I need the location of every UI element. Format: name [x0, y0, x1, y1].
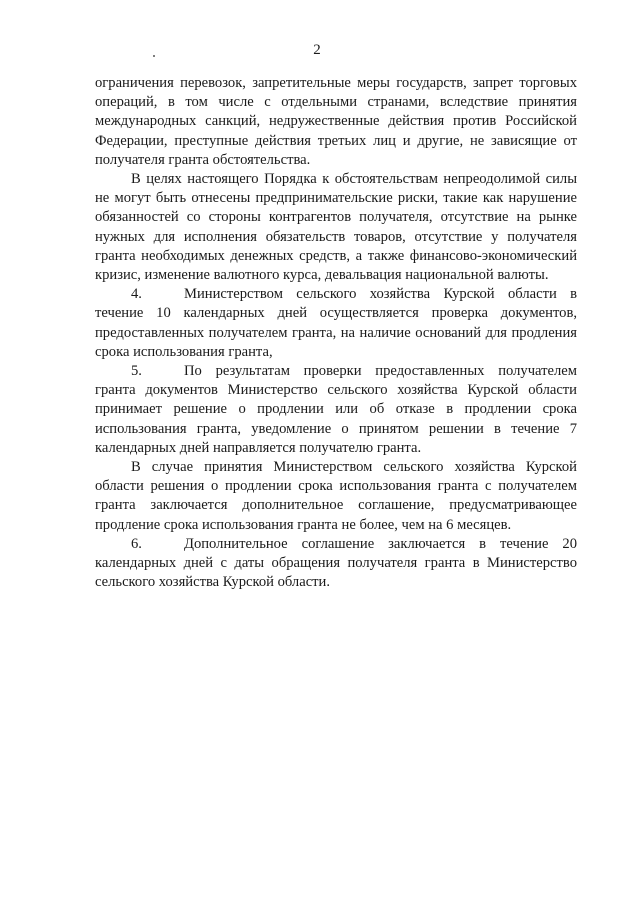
document-body: [95, 74, 577, 592]
item-number: 5.: [131, 363, 142, 380]
paragraph-text: По результатам проверки предоставленных получателем гранта документов Министерство сельского хозяйства Курской области принимает решение о продлении или об отказе в продлении срока использования гранта, уведомление о принятом решении в течение 7 календарных дней направляется получателю гранта.: [95, 363, 577, 456]
paragraph-text: ограничения перевозок, запретительные меры государств, запрет торговых операций, в том числе с отдельными странами, вследствие принятия международных санкций, недружественные действия против Российской Федерации, преступные действия третьих лиц и другие, не зависящие от получателя гранта обстоятельства.: [95, 75, 577, 168]
paragraph-item-6: [95, 535, 577, 593]
paragraph-continuation: [95, 74, 577, 170]
paragraph-force-majeure: [95, 170, 577, 285]
paragraph-text: Дополнительное соглашение заключается в течение 20 календарных дней с даты обращения получателя гранта в Министерство сельского хозяйства Курской области.: [95, 535, 577, 591]
paragraph-extension-agreement: [95, 458, 577, 535]
item-number: 6.: [131, 535, 142, 552]
paragraph-text: Министерством сельского хозяйства Курской области в течение 10 календарных дней осуществляется проверка документов, предоставленных получателем гранта, на наличие оснований для продления срока использования гранта,: [95, 286, 577, 360]
paragraph-text: В целях настоящего Порядка к обстоятельствам непреодолимой силы не могут быть отнесены предпринимательские риски, такие как нарушение обязанностей со стороны контрагентов получателя, отсутствие на рынке нужных для исполнения обязательств товаров, отсутствие у получателя гранта необходимых денежных средств, а также финансово-экономический кризис, изменение валютного курса, девальвация национальной валюты.: [95, 171, 577, 284]
page-number: 2: [313, 42, 321, 58]
paragraph-item-4: [95, 285, 577, 362]
item-number: 4.: [131, 286, 142, 303]
scan-speck: [153, 55, 155, 57]
paragraph-item-5: [95, 362, 577, 458]
paragraph-text: В случае принятия Министерством сельского хозяйства Курской области решения о продлении срока использования гранта с получателем гранта заключается дополнительное соглашение, предусматривающее продление срока использования гранта не более, чем на 6 месяцев.: [95, 459, 577, 533]
